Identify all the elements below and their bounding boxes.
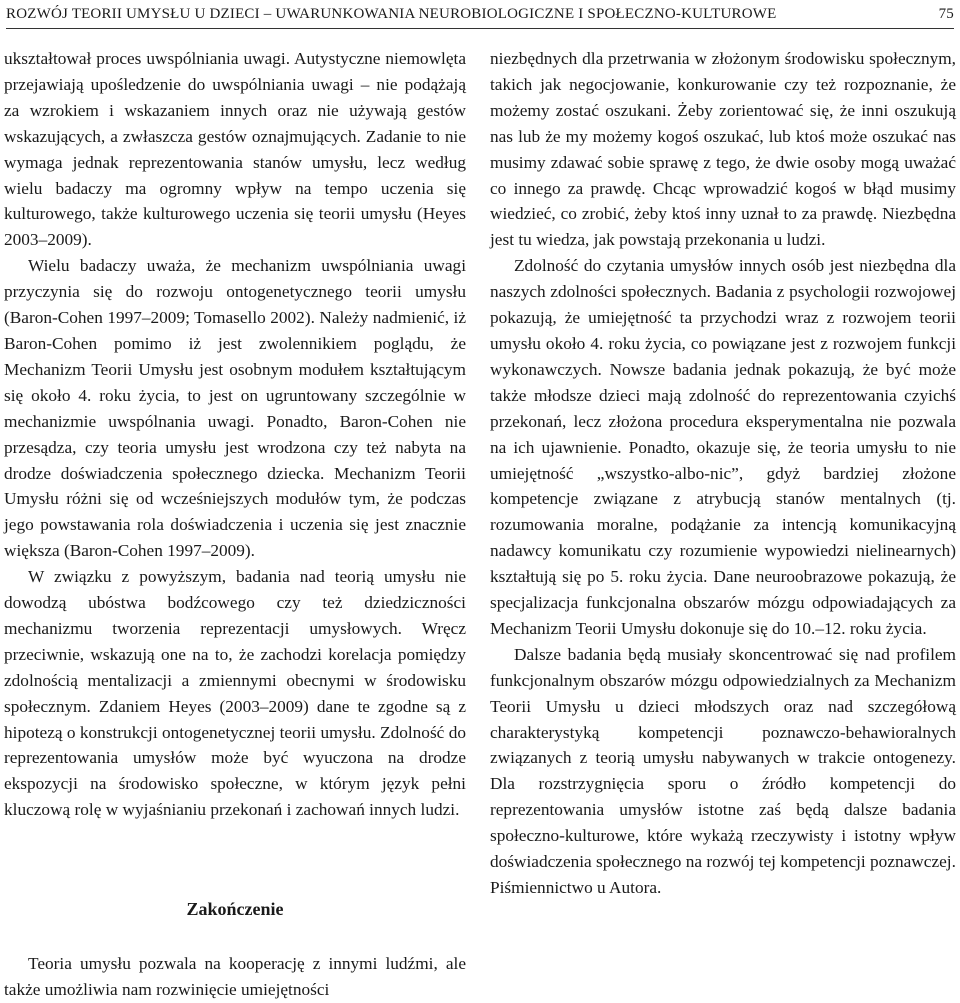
paragraph: Dalsze badania będą musiały skoncentrować się nad profilem funkcjonalnym obszarów mózgu odpowiedzialnych za Mechanizm Teorii Umysłu u dzieci młodszych oraz nad szczegółową charakterystyką kompetencji poznawczo-behawioralnych związanych z teorią umysłu nabywanych w trakcie ontogenezy. Dla rozstrzygnięcia sporu o źródło kompetencji do reprezentowania umysłów istotne zaś będą dalsze badania społeczno-kulturowe, które wykażą rzeczywisty i istotny wpływ doświadczenia społecznego na rozwój tej kompetencji poznawczej. xyxy=(490,644,956,872)
paragraph: niezbędnych dla przetrwania w złożonym środowisku społecznym, takich jak negocjowanie, konkurowanie czy też rozpoznanie, że możemy zostać oszukani. Żeby zorientować się, że inni oszukują nas lub że my możemy kogoś oszukać, lub ktoś może oszukać nas musimy zdawać sobie sprawę z tego, że dwie osoby mogą uważać co innego za prawdę. Chcąc wprowadzić kogoś w błąd musimy wiedzieć, co zrobić, żeby ktoś inny uznał to za prawdę. Niezbędna jest tu wiedza, jak powstają przekonania u ludzi. xyxy=(490,49,956,250)
right-column xyxy=(490,46,956,901)
references-note: Piśmiennictwo u Autora. xyxy=(490,878,662,897)
paragraph: Zdolność do czytania umysłów innych osób jest niezbędna dla naszych zdolności społecznych. Badania z psychologii rozwojowej pokazują, że umiejętność ta przychodzi wraz z rozwojem teorii umysłu około 4. roku życia, co powiązane jest z rozwojem funkcji wykonawczych. Nowsze badania jednak pokazują, że być może także młodsze dzieci mają zdolność do reprezentowania czyichś przekonań, lecz złożona procedura eksperymentalna nie pozwala na ich ujawnienie. Ponadto, okazuje się, że teoria umysłu to nie umiejętność „wszystko-albo-nic”, gdyż bardziej złożone kompetencje związane z atrybucją stanów mentalnych (tj. rozumowania moralne, podążanie za intencją komunikacyjną nadawcy komunikatu czy rozumienie wypowiedzi nielinearnych) kształtują się po 5. roku życia. Dane neuroobrazowe pokazują, że specjalizacja funkcjonalna obszarów mózgu odpowiadających za Mechanizm Teorii Umysłu dokonuje się do 10.–12. roku życia. xyxy=(490,256,956,638)
paragraph: Wielu badaczy uważa, że mechanizm uwspólniania uwagi przyczynia się do rozwoju ontogenetycznego teorii umysłu (Baron-Cohen 1997–2009; Tomasello 2002). Należy nadmienić, iż Baron-Cohen pomimo iż jest zwolennikiem poglądu, że Mechanizm Teorii Umysłu jest osobnym modułem kształtującym się około 4. roku życia, to jest on ugruntowany szczególnie w mechanizmie uwspólnania uwagi. Ponadto, Baron-Cohen nie przesądza, czy teoria umysłu jest wrodzona czy też nabyta na drodze doświadczenia społecznego dziecka. Mechanizm Teorii Umysłu różni się od wcześniejszych modułów tym, że podczas jego powstawania rola doświadczenia i uczenia się jest znacznie większa (Baron-Cohen 1997–2009). xyxy=(4,256,466,561)
paragraph: ukształtował proces uwspólniania uwagi. Autystyczne niemowlęta przejawiają upośledzenie do uwspólniania uwagi – nie podążają za wzrokiem i wskazaniem innych oraz nie używają gestów wskazujących, a zwłaszcza gestów oznajmujących. Zadanie to nie wymaga jednak reprezentowania stanów umysłu, lecz według wielu badaczy ma ogromny wpływ na tempo uczenia się kulturowego, także kulturowego uczenia się teorii umysłu (Heyes 2003–2009). xyxy=(4,49,466,250)
section-heading: Zakończenie xyxy=(186,899,284,920)
running-header xyxy=(6,6,954,29)
paragraph: W związku z powyższym, badania nad teorią umysłu nie dowodzą ubóstwa bodźcowego czy też dziedziczności mechanizmu tworzenia reprezentacji umysłowych. Wręcz przeciwnie, wskazują one na to, że zachodzi korelacja pomiędzy zdolnością mentalizacji a zmiennymi obecnymi w środowisku społecznym. Zdaniem Heyes (2003–2009) dane te zgodne są z hipotezą o konstrukcji ontogenetycznej teorii umysłu. Zdolność do reprezentowania umysłów może być wyuczona na drodze ekspozycji na środowisko społeczne, w którym język pełni kluczową rolę w wyjaśnianiu przekonań i zachowań innych ludzi. xyxy=(4,567,466,820)
running-header-title: ROZWÓJ TEORII UMYSŁU U DZIECI – UWARUNKOWANIA NEUROBIOLOGICZNE I SPOŁECZNO-KULTUROWE xyxy=(6,6,777,22)
paragraph: Teoria umysłu pozwala na kooperację z innymi ludźmi, ale także umożliwia nam rozwinięcie umiejętności xyxy=(4,954,466,999)
page-number: 75 xyxy=(938,6,954,22)
left-column xyxy=(4,46,466,1003)
